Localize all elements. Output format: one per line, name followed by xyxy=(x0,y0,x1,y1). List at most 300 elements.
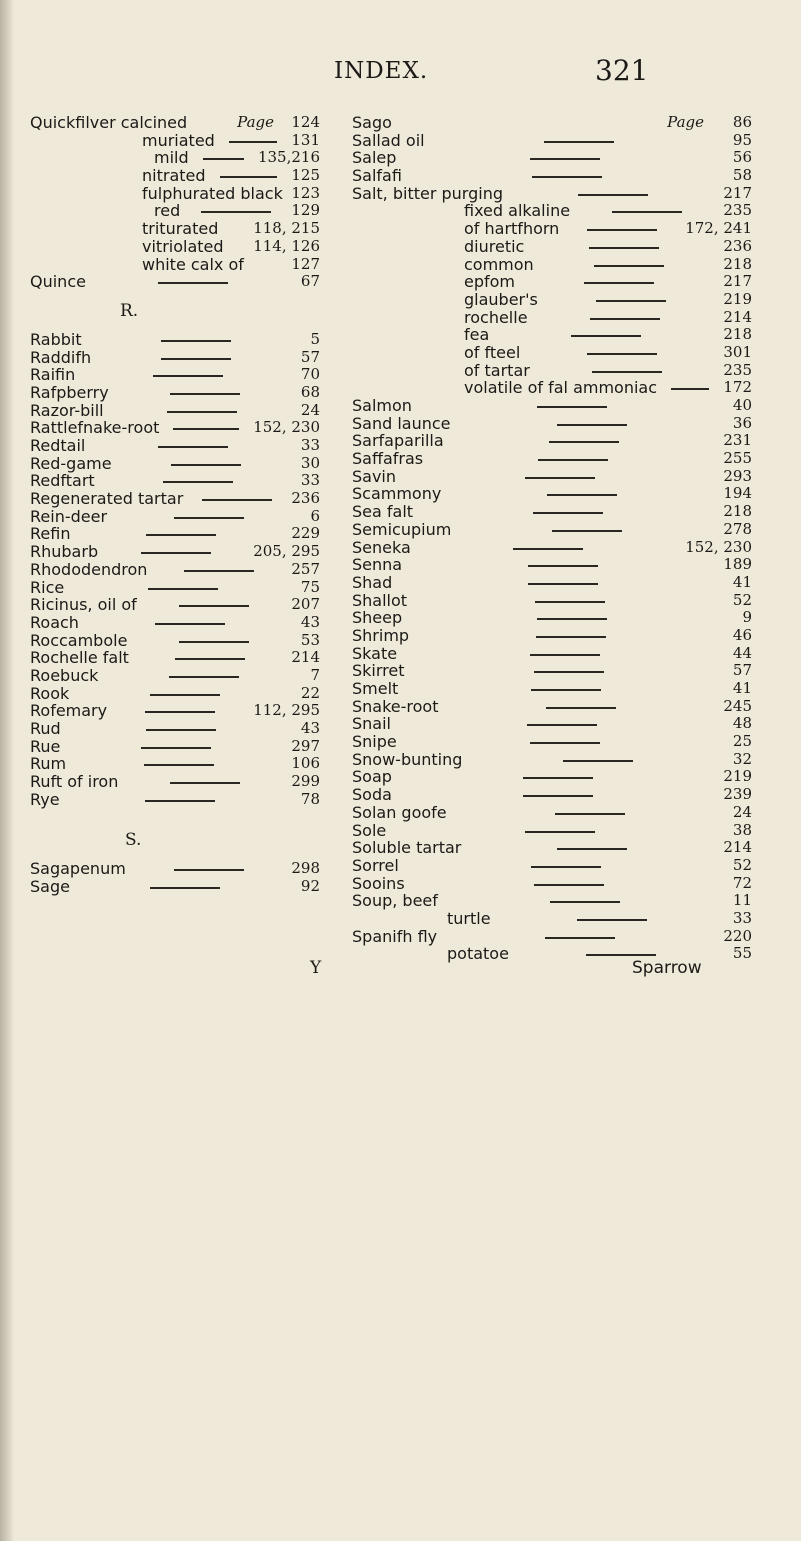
entry-term: Rattlefnake-root xyxy=(30,418,160,438)
leader-rule xyxy=(158,282,228,284)
leader-rule xyxy=(150,694,220,696)
entry-term: Sorrel xyxy=(352,855,399,875)
index-entry xyxy=(30,720,320,738)
entry-page-number: 52 xyxy=(732,855,752,874)
leader-rule xyxy=(536,636,606,638)
entry-page-number: 7 xyxy=(310,665,320,684)
index-entry xyxy=(352,220,752,238)
entry-term: Salmon xyxy=(352,396,412,415)
entry-term: Spanifh fly xyxy=(352,926,438,946)
index-entry xyxy=(30,256,320,274)
entry-page-number: 231 xyxy=(723,431,752,450)
entry-page-number: 106 xyxy=(291,754,320,773)
entry-term: Rye xyxy=(30,789,60,809)
leader-rule xyxy=(586,954,656,956)
section-letter-r: R. xyxy=(120,300,139,321)
entry-term: Regenerated tartar xyxy=(30,489,184,509)
entry-term: Rhubarb xyxy=(30,542,99,562)
leader-rule xyxy=(545,937,615,939)
entry-page-number: 55 xyxy=(732,944,752,963)
entry-term: common xyxy=(464,254,534,274)
entry-term: diuretic xyxy=(464,236,525,256)
entry-term: Shallot xyxy=(352,590,408,610)
leader-rule xyxy=(563,760,633,762)
index-entry xyxy=(352,857,752,875)
leader-rule xyxy=(201,211,271,213)
leader-rule xyxy=(170,393,240,395)
leader-rule xyxy=(584,282,654,284)
entry-page-number: 214 xyxy=(723,838,752,857)
entry-page-number: 52 xyxy=(732,590,752,609)
entry-term: Shrimp xyxy=(352,625,410,645)
entry-page-number: 299 xyxy=(291,772,320,791)
leader-rule xyxy=(530,742,600,744)
entry-page-number: 41 xyxy=(732,679,752,697)
entry-term: Rafpberry xyxy=(30,382,109,402)
leader-rule xyxy=(530,654,600,656)
entry-term: Saffafras xyxy=(352,449,424,469)
entry-term: Rofemary xyxy=(30,701,108,721)
entry-term: Snake-root xyxy=(352,696,439,716)
entry-page-number: 217 xyxy=(723,272,752,291)
entry-term: Soup, beef xyxy=(352,891,438,911)
entry-page-number: 32 xyxy=(732,749,752,768)
index-entry xyxy=(30,202,320,220)
leader-rule xyxy=(145,800,215,802)
entry-page-number: 40 xyxy=(732,396,752,414)
entry-page-number: 124 xyxy=(291,113,320,131)
index-entry xyxy=(352,609,752,627)
entry-page-number: 75 xyxy=(300,577,320,596)
right-s-entries xyxy=(352,114,752,963)
leader-rule xyxy=(174,517,244,519)
entry-term: Refin xyxy=(30,524,71,544)
entry-page-number: 36 xyxy=(732,413,752,432)
entry-page-number: 245 xyxy=(723,696,752,715)
index-entry xyxy=(30,167,320,185)
index-entry xyxy=(352,680,752,698)
entry-page-number: 70 xyxy=(300,365,320,384)
leader-rule xyxy=(571,335,641,337)
entry-term: Skirret xyxy=(352,661,405,681)
index-entry xyxy=(30,649,320,667)
entry-page-number: 114, 126 xyxy=(253,236,320,255)
catchword: Sparrow xyxy=(632,958,702,978)
entry-page-number: 129 xyxy=(291,201,320,220)
leader-rule xyxy=(523,777,593,779)
entry-page-number: 219 xyxy=(723,767,752,786)
entry-term: fea xyxy=(464,325,490,345)
leader-rule xyxy=(546,707,616,709)
entry-page-number: 22 xyxy=(300,683,320,702)
entry-term: turtle xyxy=(447,908,491,928)
index-entry xyxy=(352,326,752,344)
index-entry xyxy=(30,543,320,561)
entry-page-number: 135,216 xyxy=(257,148,320,167)
index-entry xyxy=(30,132,320,150)
index-entry xyxy=(352,397,752,415)
entry-term: Snipe xyxy=(352,732,397,752)
leader-rule xyxy=(203,158,244,160)
entry-term: Razor-bill xyxy=(30,400,104,420)
leader-rule xyxy=(167,411,237,413)
entry-term: of tartar xyxy=(464,360,530,380)
index-entry xyxy=(30,685,320,703)
leader-rule xyxy=(671,388,709,390)
leader-rule xyxy=(589,247,659,249)
leader-rule xyxy=(146,729,216,731)
index-entry xyxy=(352,592,752,610)
entry-page-number: 53 xyxy=(300,630,320,649)
entry-page-number: 118, 215 xyxy=(253,219,320,238)
index-entry xyxy=(30,791,320,809)
entry-page-number: 24 xyxy=(300,400,320,419)
entry-term: fixed alkaline xyxy=(464,201,571,221)
entry-page-number: 43 xyxy=(300,612,320,631)
entry-term: Sole xyxy=(352,820,387,840)
entry-term: Snow-bunting xyxy=(352,749,463,769)
leader-rule xyxy=(525,477,595,479)
entry-page-number: 218 xyxy=(723,325,752,344)
index-entry xyxy=(30,596,320,614)
entry-term: Raddifh xyxy=(30,347,92,367)
index-entry xyxy=(352,645,752,663)
entry-term: Semicupium xyxy=(352,519,452,539)
page-header xyxy=(0,54,801,90)
index-entry xyxy=(352,468,752,486)
index-entry xyxy=(352,556,752,574)
leader-rule xyxy=(153,375,223,377)
leader-rule xyxy=(578,194,648,196)
entry-term: Rein-deer xyxy=(30,506,108,526)
entry-term: Sooins xyxy=(352,873,405,893)
entry-page-number: 25 xyxy=(732,732,752,751)
entry-term: volatile of fal ammoniac xyxy=(464,378,658,398)
entry-page-number: 236 xyxy=(291,489,320,508)
index-entry xyxy=(352,928,752,946)
entry-page-number: 293 xyxy=(723,466,752,485)
leader-rule xyxy=(144,764,214,766)
leader-rule xyxy=(550,901,620,903)
index-entry xyxy=(352,521,752,539)
entry-page-number: 43 xyxy=(300,719,320,737)
entry-term: Scammony xyxy=(352,484,442,504)
entry-page-number: 30 xyxy=(300,453,320,472)
leader-rule xyxy=(523,795,593,797)
entry-term: Red-game xyxy=(30,453,112,473)
index-entry xyxy=(30,114,320,132)
entry-term: Seneka xyxy=(352,537,411,557)
entry-term: Sea falt xyxy=(352,502,414,522)
leader-rule xyxy=(587,229,657,231)
leader-rule xyxy=(549,441,619,443)
index-entry xyxy=(352,539,752,557)
entry-term: of fteel xyxy=(464,342,521,362)
index-entry xyxy=(30,508,320,526)
entry-page-number: 194 xyxy=(723,484,752,503)
entry-page-number: 78 xyxy=(300,789,320,808)
index-entry xyxy=(352,309,752,327)
index-entry xyxy=(30,238,320,256)
entry-page-number: 131 xyxy=(291,130,320,149)
leader-rule xyxy=(534,884,604,886)
entry-page-number: 297 xyxy=(291,736,320,755)
leader-rule xyxy=(577,919,647,921)
entry-term: muriated xyxy=(142,130,215,150)
leader-rule xyxy=(229,141,278,143)
entry-term: Rum xyxy=(30,754,67,774)
entry-page-number: 298 xyxy=(291,859,320,878)
entry-page-number: 5 xyxy=(310,329,320,348)
entry-term: of hartfhorn xyxy=(464,219,560,239)
leader-rule xyxy=(141,747,211,749)
index-entry xyxy=(352,839,752,857)
entry-page-number: 57 xyxy=(300,347,320,366)
entry-term: glauber's xyxy=(464,289,538,309)
index-entry xyxy=(30,455,320,473)
entry-term: Snail xyxy=(352,714,391,734)
leader-rule xyxy=(179,641,249,643)
leader-rule xyxy=(587,353,657,355)
leader-rule xyxy=(170,782,240,784)
index-entry xyxy=(352,574,752,592)
index-entry xyxy=(352,114,752,132)
entry-term: Roccambole xyxy=(30,630,128,650)
entry-page-number: 38 xyxy=(732,820,752,839)
entry-term: Quickfilver calcined xyxy=(30,113,188,132)
entry-term: Sheep xyxy=(352,608,403,628)
leader-rule xyxy=(158,446,228,448)
index-entry xyxy=(352,627,752,645)
entry-page-number: 24 xyxy=(732,802,752,821)
leader-rule xyxy=(525,831,595,833)
index-entry xyxy=(30,614,320,632)
index-entry xyxy=(352,185,752,203)
entry-page-number: 189 xyxy=(723,555,752,574)
leader-rule xyxy=(557,848,627,850)
index-entry xyxy=(30,702,320,720)
leader-rule xyxy=(155,623,225,625)
leader-rule xyxy=(532,176,602,178)
entry-page-number: 152, 230 xyxy=(253,418,320,437)
index-entry xyxy=(352,804,752,822)
entry-term: Rook xyxy=(30,683,70,703)
index-entry xyxy=(30,667,320,685)
index-entry xyxy=(352,768,752,786)
entry-page-number: 6 xyxy=(310,506,320,525)
index-entry xyxy=(30,366,320,384)
entry-page-number: 236 xyxy=(723,236,752,255)
entry-page-number: 218 xyxy=(723,254,752,273)
entry-page-number: 205, 295 xyxy=(253,542,320,561)
entry-term: Roebuck xyxy=(30,665,99,685)
index-entry xyxy=(352,415,752,433)
leader-rule xyxy=(146,534,216,536)
entry-page-number: 33 xyxy=(300,436,320,454)
index-entry xyxy=(30,472,320,490)
entry-term: Sago xyxy=(352,113,392,132)
entry-page-number: 255 xyxy=(723,449,752,468)
index-entry xyxy=(352,698,752,716)
leader-rule xyxy=(555,813,625,815)
leader-rule xyxy=(592,371,662,373)
entry-page-number: 214 xyxy=(291,648,320,667)
entry-term: Smelt xyxy=(352,679,399,698)
leader-rule xyxy=(163,481,233,483)
section-letter-s: S. xyxy=(125,830,142,851)
index-entry xyxy=(352,432,752,450)
leader-rule xyxy=(179,605,249,607)
index-entry xyxy=(352,715,752,733)
index-entry xyxy=(30,149,320,167)
index-entry xyxy=(352,485,752,503)
entry-page-number: 72 xyxy=(732,873,752,892)
entry-page-number: 127 xyxy=(291,254,320,273)
index-entry xyxy=(30,437,320,455)
entry-page-number: 214 xyxy=(723,307,752,326)
leader-rule xyxy=(527,724,597,726)
index-entry xyxy=(352,503,752,521)
page-label: Page xyxy=(237,113,274,131)
entry-term: triturated xyxy=(142,219,219,239)
leader-rule xyxy=(557,424,627,426)
entry-term: Quince xyxy=(30,272,86,292)
entry-term: Sage xyxy=(30,877,70,897)
leader-rule xyxy=(174,869,244,871)
entry-page-number: 123 xyxy=(291,183,320,202)
entry-page-number: 125 xyxy=(291,166,320,185)
leader-rule xyxy=(175,658,245,660)
entry-term: Raifin xyxy=(30,365,76,385)
index-entry xyxy=(30,878,320,896)
index-entry xyxy=(30,561,320,579)
index-entry xyxy=(352,662,752,680)
index-entry xyxy=(352,450,752,468)
entry-term: Solan goofe xyxy=(352,802,447,822)
page-label: Page xyxy=(667,113,704,131)
entry-term: Salt, bitter purging xyxy=(352,183,503,203)
entry-page-number: 239 xyxy=(723,785,752,804)
entry-page-number: 219 xyxy=(723,289,752,308)
entry-term: fulphurated black xyxy=(142,183,283,203)
leader-rule xyxy=(537,406,607,408)
entry-page-number: 67 xyxy=(300,272,320,291)
index-entry xyxy=(352,291,752,309)
entry-page-number: 217 xyxy=(723,183,752,202)
entry-term: Rue xyxy=(30,736,61,756)
entry-page-number: 33 xyxy=(732,908,752,927)
entry-page-number: 278 xyxy=(723,519,752,538)
entry-term: Soluble tartar xyxy=(352,838,462,858)
right-column xyxy=(352,114,752,963)
entry-page-number: 92 xyxy=(300,877,320,896)
page-binding-edge xyxy=(0,0,14,1541)
entry-term: Salfafi xyxy=(352,166,402,186)
index-entry xyxy=(30,220,320,238)
entry-page-number: 112, 295 xyxy=(253,701,320,720)
entry-page-number: 152, 230 xyxy=(685,537,752,556)
entry-page-number: 41 xyxy=(732,572,752,591)
left-r-entries xyxy=(30,331,320,809)
leader-rule xyxy=(534,671,604,673)
leader-rule xyxy=(161,340,231,342)
leader-rule xyxy=(531,689,601,691)
index-entry xyxy=(352,751,752,769)
entry-page-number: 57 xyxy=(732,661,752,680)
entry-term: nitrated xyxy=(142,166,206,186)
leader-rule xyxy=(594,265,664,267)
index-entry xyxy=(30,384,320,402)
index-entry xyxy=(30,402,320,420)
leader-rule xyxy=(148,588,218,590)
index-entry xyxy=(30,755,320,773)
entry-term: mild xyxy=(154,148,189,168)
leader-rule xyxy=(528,565,598,567)
entry-term: Sagapenum xyxy=(30,859,126,879)
entry-page-number: 48 xyxy=(732,714,752,733)
leader-rule xyxy=(220,176,278,178)
index-entry xyxy=(352,822,752,840)
index-entry xyxy=(30,331,320,349)
leader-rule xyxy=(538,459,608,461)
index-entry xyxy=(30,860,320,878)
leader-rule xyxy=(513,548,583,550)
entry-term: Rhododendron xyxy=(30,559,148,579)
index-entry xyxy=(352,202,752,220)
entry-page-number: 257 xyxy=(291,559,320,578)
leader-rule xyxy=(547,494,617,496)
entry-term: Sand launce xyxy=(352,413,451,433)
entry-term: Soap xyxy=(352,767,392,787)
leader-rule xyxy=(202,499,272,501)
index-entry xyxy=(30,273,320,291)
entry-term: Redtail xyxy=(30,436,86,455)
index-title: INDEX. xyxy=(334,58,429,84)
entry-page-number: 235 xyxy=(723,201,752,220)
entry-page-number: 44 xyxy=(732,643,752,662)
entry-term: Ricinus, oil of xyxy=(30,595,137,615)
entry-term: epfom xyxy=(464,272,516,292)
entry-term: vitriolated xyxy=(142,236,224,256)
leader-rule xyxy=(537,618,607,620)
entry-page-number: 207 xyxy=(291,595,320,614)
leader-rule xyxy=(145,711,215,713)
left-column xyxy=(30,114,320,896)
signature-mark: Y xyxy=(310,958,322,978)
index-entry xyxy=(352,786,752,804)
leader-rule xyxy=(171,464,241,466)
index-entry xyxy=(30,419,320,437)
leader-rule xyxy=(161,358,231,360)
leader-rule xyxy=(596,300,666,302)
leader-rule xyxy=(533,512,603,514)
entry-page-number: 235 xyxy=(723,360,752,379)
index-entry xyxy=(30,773,320,791)
leader-rule xyxy=(150,887,220,889)
entry-term: Rice xyxy=(30,577,65,597)
leader-rule xyxy=(612,211,682,213)
left-q-entries xyxy=(30,114,320,291)
index-entry xyxy=(30,738,320,756)
entry-page-number: 218 xyxy=(723,502,752,521)
index-entry xyxy=(352,167,752,185)
entry-page-number: 301 xyxy=(723,342,752,361)
page-number: 321 xyxy=(595,54,649,87)
entry-term: Senna xyxy=(352,555,403,575)
entry-term: Rud xyxy=(30,719,61,738)
entry-term: red xyxy=(154,201,181,221)
entry-page-number: 56 xyxy=(732,148,752,167)
